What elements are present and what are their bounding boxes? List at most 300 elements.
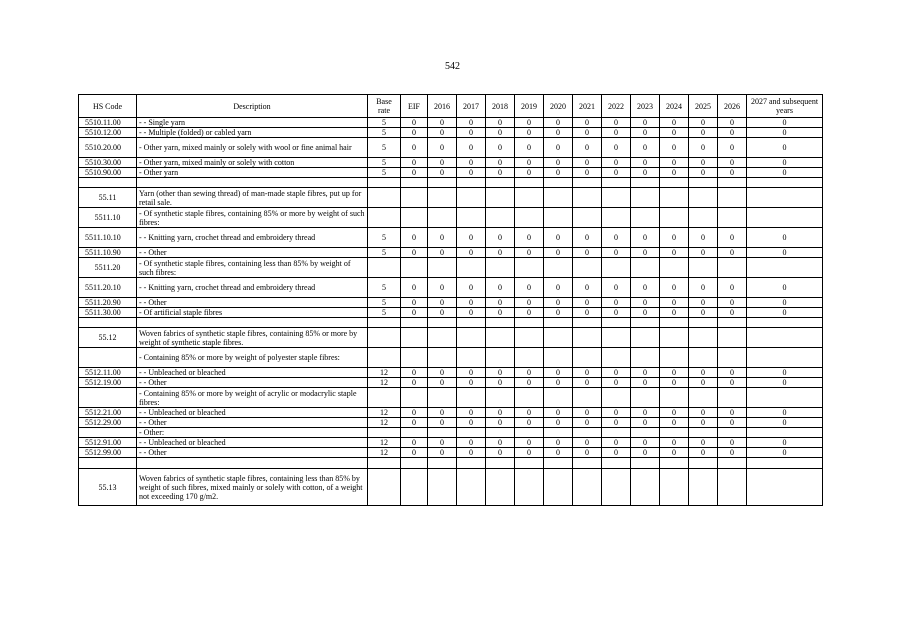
- rate-cell: 0: [573, 128, 602, 138]
- rate-cell: 0: [660, 378, 689, 388]
- table-row: [79, 428, 823, 438]
- rate-cell: 0: [718, 158, 747, 168]
- rate-cell: 0: [544, 158, 573, 168]
- hs-code-cell: 5511.30.00: [79, 308, 137, 318]
- rate-cell: 0: [428, 418, 457, 428]
- rate-cell: [660, 348, 689, 368]
- rate-cell: 0: [457, 168, 486, 178]
- rate-cell: [602, 258, 631, 278]
- rate-cell: 0: [747, 298, 823, 308]
- table-row: [79, 248, 823, 258]
- table-body: [79, 118, 823, 506]
- rate-cell: 0: [544, 168, 573, 178]
- rate-cell: 0: [428, 308, 457, 318]
- table-row: [79, 278, 823, 298]
- base-rate-cell: 5: [368, 168, 401, 178]
- rate-cell: [457, 318, 486, 328]
- rate-cell: 0: [747, 138, 823, 158]
- rate-cell: 0: [631, 448, 660, 458]
- rate-cell: [660, 178, 689, 188]
- rate-cell: [718, 348, 747, 368]
- rate-cell: [573, 348, 602, 368]
- rate-cell: 0: [689, 278, 718, 298]
- rate-cell: [457, 178, 486, 188]
- hs-code-cell: [79, 318, 137, 328]
- hs-code-cell: [79, 458, 137, 469]
- rate-cell: [718, 318, 747, 328]
- rate-cell: [718, 458, 747, 469]
- rate-cell: 0: [401, 438, 428, 448]
- rate-cell: 0: [457, 308, 486, 318]
- rate-cell: 0: [718, 368, 747, 378]
- description-cell: Yarn (other than sewing thread) of man-made staple fibres, put up for retail sale.: [137, 188, 368, 208]
- rate-cell: 0: [515, 298, 544, 308]
- rate-cell: 0: [631, 248, 660, 258]
- rate-cell: [573, 388, 602, 408]
- base-rate-cell: 5: [368, 158, 401, 168]
- rate-cell: [602, 178, 631, 188]
- table-row: [79, 438, 823, 448]
- base-rate-cell: 12: [368, 448, 401, 458]
- description-cell: [137, 318, 368, 328]
- base-rate-cell: 12: [368, 408, 401, 418]
- base-rate-cell: [368, 428, 401, 438]
- base-rate-cell: 5: [368, 278, 401, 298]
- rate-cell: [486, 428, 515, 438]
- rate-cell: [747, 178, 823, 188]
- rate-cell: [631, 178, 660, 188]
- description-cell: Woven fabrics of synthetic staple fibres, containing 85% or more by weight of synthetic staple fibres.: [137, 328, 368, 348]
- rate-cell: 0: [631, 308, 660, 318]
- rate-cell: [457, 188, 486, 208]
- rate-cell: 0: [515, 418, 544, 428]
- rate-cell: [660, 388, 689, 408]
- rate-cell: 0: [544, 248, 573, 258]
- rate-cell: [718, 208, 747, 228]
- hs-code-cell: 5510.30.00: [79, 158, 137, 168]
- rate-cell: 0: [689, 158, 718, 168]
- header-2026: 2026: [718, 95, 747, 118]
- rate-cell: [573, 318, 602, 328]
- rate-cell: 0: [631, 418, 660, 428]
- rate-cell: 0: [515, 378, 544, 388]
- rate-cell: [602, 328, 631, 348]
- rate-cell: [428, 328, 457, 348]
- rate-cell: 0: [515, 278, 544, 298]
- rate-cell: 0: [544, 308, 573, 318]
- hs-code-cell: 5511.10.90: [79, 248, 137, 258]
- rate-cell: 0: [515, 448, 544, 458]
- rate-cell: 0: [689, 298, 718, 308]
- base-rate-cell: [368, 208, 401, 228]
- header-eif: EIF: [401, 95, 428, 118]
- rate-cell: 0: [573, 278, 602, 298]
- rate-cell: 0: [486, 448, 515, 458]
- rate-cell: 0: [747, 248, 823, 258]
- rate-cell: 0: [689, 168, 718, 178]
- rate-cell: [689, 328, 718, 348]
- rate-cell: [515, 318, 544, 328]
- rate-cell: [602, 428, 631, 438]
- description-cell: - Of synthetic staple fibres, containing 85% or more by weight of such fibres:: [137, 208, 368, 228]
- rate-cell: [631, 188, 660, 208]
- description-cell: - - Unbleached or bleached: [137, 438, 368, 448]
- rate-cell: 0: [428, 128, 457, 138]
- rate-cell: [573, 188, 602, 208]
- rate-cell: 0: [515, 118, 544, 128]
- rate-cell: 0: [486, 438, 515, 448]
- table-row: [79, 348, 823, 368]
- rate-cell: 0: [747, 438, 823, 448]
- table-row: [79, 158, 823, 168]
- rate-cell: [457, 428, 486, 438]
- rate-cell: [689, 428, 718, 438]
- table-row: [79, 208, 823, 228]
- base-rate-cell: [368, 188, 401, 208]
- description-cell: - Other yarn, mixed mainly or solely with wool or fine animal hair: [137, 138, 368, 158]
- rate-cell: 0: [486, 168, 515, 178]
- header-hs-code: HS Code: [79, 95, 137, 118]
- rate-cell: [544, 348, 573, 368]
- hs-code-cell: 5510.90.00: [79, 168, 137, 178]
- rate-cell: [428, 388, 457, 408]
- rate-cell: 0: [718, 448, 747, 458]
- header-2025: 2025: [689, 95, 718, 118]
- hs-code-cell: 5510.12.00: [79, 128, 137, 138]
- rate-cell: 0: [660, 118, 689, 128]
- hs-code-cell: 5512.99.00: [79, 448, 137, 458]
- rate-cell: 0: [602, 368, 631, 378]
- rate-cell: 0: [631, 228, 660, 248]
- rate-cell: 0: [486, 308, 515, 318]
- hs-code-cell: [79, 428, 137, 438]
- header-2020: 2020: [544, 95, 573, 118]
- rate-cell: 0: [457, 158, 486, 168]
- rate-cell: [428, 258, 457, 278]
- rate-cell: 0: [515, 158, 544, 168]
- rate-cell: 0: [602, 128, 631, 138]
- rate-cell: [602, 188, 631, 208]
- rate-cell: 0: [428, 368, 457, 378]
- table-row: [79, 458, 823, 469]
- rate-cell: 0: [457, 368, 486, 378]
- description-cell: - - Knitting yarn, crochet thread and embroidery thread: [137, 278, 368, 298]
- rate-cell: [544, 208, 573, 228]
- rate-cell: 0: [602, 308, 631, 318]
- rate-cell: [486, 388, 515, 408]
- rate-cell: [486, 348, 515, 368]
- rate-cell: [544, 428, 573, 438]
- rate-cell: 0: [689, 438, 718, 448]
- rate-cell: [544, 318, 573, 328]
- rate-cell: [544, 258, 573, 278]
- rate-cell: [515, 188, 544, 208]
- rate-cell: [401, 328, 428, 348]
- rate-cell: [486, 318, 515, 328]
- page-number: 542: [445, 61, 460, 72]
- rate-cell: [602, 348, 631, 368]
- base-rate-cell: 12: [368, 438, 401, 448]
- rate-cell: 0: [486, 368, 515, 378]
- rate-cell: 0: [718, 138, 747, 158]
- rate-cell: 0: [573, 378, 602, 388]
- description-cell: - Other:: [137, 428, 368, 438]
- rate-cell: 0: [747, 378, 823, 388]
- rate-cell: [689, 188, 718, 208]
- header-2016: 2016: [428, 95, 457, 118]
- rate-cell: 0: [428, 158, 457, 168]
- rate-cell: 0: [428, 408, 457, 418]
- rate-cell: [718, 328, 747, 348]
- rate-cell: [401, 208, 428, 228]
- rate-cell: [544, 388, 573, 408]
- rate-cell: 0: [573, 308, 602, 318]
- rate-cell: [428, 469, 457, 506]
- rate-cell: 0: [660, 368, 689, 378]
- rate-cell: [401, 318, 428, 328]
- hs-code-cell: 5512.19.00: [79, 378, 137, 388]
- rate-cell: [573, 328, 602, 348]
- rate-cell: 0: [602, 378, 631, 388]
- rate-cell: [718, 428, 747, 438]
- rate-cell: 0: [631, 128, 660, 138]
- rate-cell: 0: [718, 438, 747, 448]
- rate-cell: [689, 208, 718, 228]
- rate-cell: 0: [747, 368, 823, 378]
- hs-code-cell: 5510.20.00: [79, 138, 137, 158]
- rate-cell: 0: [689, 118, 718, 128]
- rate-cell: 0: [718, 168, 747, 178]
- rate-cell: [401, 388, 428, 408]
- rate-cell: [515, 178, 544, 188]
- rate-cell: 0: [544, 228, 573, 248]
- base-rate-cell: [368, 258, 401, 278]
- rate-cell: 0: [660, 128, 689, 138]
- hs-code-cell: 5512.11.00: [79, 368, 137, 378]
- rate-cell: [486, 178, 515, 188]
- rate-cell: [602, 318, 631, 328]
- rate-cell: 0: [401, 308, 428, 318]
- rate-cell: 0: [689, 368, 718, 378]
- rate-cell: 0: [515, 248, 544, 258]
- rate-cell: [401, 428, 428, 438]
- rate-cell: 0: [573, 158, 602, 168]
- hs-code-cell: 5511.20: [79, 258, 137, 278]
- rate-cell: [660, 428, 689, 438]
- base-rate-cell: 12: [368, 418, 401, 428]
- rate-cell: [747, 328, 823, 348]
- rate-cell: [747, 318, 823, 328]
- rate-cell: 0: [660, 248, 689, 258]
- rate-cell: [747, 208, 823, 228]
- rate-cell: [515, 388, 544, 408]
- rate-cell: [515, 458, 544, 469]
- rate-cell: 0: [486, 118, 515, 128]
- rate-cell: 0: [515, 368, 544, 378]
- rate-cell: [401, 458, 428, 469]
- rate-cell: [689, 388, 718, 408]
- description-cell: Woven fabrics of synthetic staple fibres, containing less than 85% by weight of such fibres, mixed mainly or solely with cotton, of a weight not exceeding 170 g/m2.: [137, 469, 368, 506]
- rate-cell: [428, 348, 457, 368]
- hs-code-cell: 5511.10: [79, 208, 137, 228]
- rate-cell: 0: [660, 228, 689, 248]
- hs-code-cell: [79, 388, 137, 408]
- rate-cell: 0: [602, 158, 631, 168]
- rate-cell: 0: [573, 408, 602, 418]
- rate-cell: [660, 469, 689, 506]
- rate-cell: 0: [428, 298, 457, 308]
- rate-cell: [660, 458, 689, 469]
- rate-cell: [718, 258, 747, 278]
- rate-cell: [689, 458, 718, 469]
- rate-cell: 0: [544, 278, 573, 298]
- rate-cell: 0: [718, 308, 747, 318]
- rate-cell: 0: [660, 418, 689, 428]
- rate-cell: 0: [457, 138, 486, 158]
- rate-cell: 0: [573, 448, 602, 458]
- rate-cell: 0: [573, 168, 602, 178]
- rate-cell: 0: [515, 228, 544, 248]
- table-row: [79, 308, 823, 318]
- rate-cell: [457, 258, 486, 278]
- rate-cell: 0: [457, 298, 486, 308]
- rate-cell: 0: [486, 278, 515, 298]
- table-row: [79, 138, 823, 158]
- rate-cell: 0: [457, 378, 486, 388]
- table-row: [79, 128, 823, 138]
- rate-cell: [631, 348, 660, 368]
- rate-cell: 0: [544, 118, 573, 128]
- rate-cell: 0: [457, 128, 486, 138]
- rate-cell: [401, 469, 428, 506]
- rate-cell: 0: [428, 278, 457, 298]
- rate-cell: [660, 208, 689, 228]
- rate-cell: [486, 208, 515, 228]
- rate-cell: 0: [747, 448, 823, 458]
- rate-cell: [428, 458, 457, 469]
- rate-cell: 0: [718, 408, 747, 418]
- header-2017: 2017: [457, 95, 486, 118]
- rate-cell: 0: [689, 418, 718, 428]
- description-cell: - - Knitting yarn, crochet thread and embroidery thread: [137, 228, 368, 248]
- rate-cell: [631, 469, 660, 506]
- rate-cell: 0: [428, 248, 457, 258]
- rate-cell: [544, 188, 573, 208]
- rate-cell: 0: [631, 408, 660, 418]
- rate-cell: 0: [689, 128, 718, 138]
- rate-cell: 0: [573, 298, 602, 308]
- rate-cell: 0: [602, 118, 631, 128]
- rate-cell: 0: [573, 228, 602, 248]
- rate-cell: 0: [401, 378, 428, 388]
- rate-cell: [689, 258, 718, 278]
- rate-cell: 0: [689, 248, 718, 258]
- base-rate-cell: 12: [368, 378, 401, 388]
- rate-cell: [401, 348, 428, 368]
- rate-cell: 0: [602, 168, 631, 178]
- base-rate-cell: [368, 458, 401, 469]
- rate-cell: 0: [544, 378, 573, 388]
- rate-cell: 0: [401, 228, 428, 248]
- rate-cell: 0: [486, 128, 515, 138]
- rate-cell: [660, 188, 689, 208]
- rate-cell: 0: [401, 128, 428, 138]
- hs-code-cell: 55.11: [79, 188, 137, 208]
- rate-cell: 0: [660, 158, 689, 168]
- table-row: [79, 388, 823, 408]
- rate-cell: [747, 188, 823, 208]
- rate-cell: [428, 428, 457, 438]
- rate-cell: 0: [486, 408, 515, 418]
- header-2019: 2019: [515, 95, 544, 118]
- rate-cell: 0: [428, 438, 457, 448]
- rate-cell: [660, 328, 689, 348]
- description-cell: - - Unbleached or bleached: [137, 408, 368, 418]
- rate-cell: [631, 428, 660, 438]
- rate-cell: 0: [457, 418, 486, 428]
- rate-cell: [747, 388, 823, 408]
- description-cell: - Other yarn: [137, 168, 368, 178]
- rate-cell: [573, 458, 602, 469]
- table-row: [79, 298, 823, 308]
- table-row: [79, 188, 823, 208]
- description-cell: - - Other: [137, 298, 368, 308]
- description-cell: - - Other: [137, 418, 368, 428]
- rate-cell: [428, 178, 457, 188]
- rate-cell: 0: [602, 298, 631, 308]
- rate-cell: 0: [631, 378, 660, 388]
- rate-cell: [457, 458, 486, 469]
- rate-cell: 0: [573, 438, 602, 448]
- rate-cell: [457, 469, 486, 506]
- header-2027-subsequent: 2027 and subsequent years: [747, 95, 823, 118]
- rate-cell: [631, 318, 660, 328]
- rate-cell: [428, 188, 457, 208]
- rate-cell: 0: [428, 168, 457, 178]
- rate-cell: 0: [544, 408, 573, 418]
- rate-cell: 0: [718, 298, 747, 308]
- rate-cell: 0: [544, 418, 573, 428]
- rate-cell: [602, 469, 631, 506]
- rate-cell: 0: [689, 138, 718, 158]
- description-cell: [137, 178, 368, 188]
- rate-cell: 0: [486, 228, 515, 248]
- rate-cell: 0: [457, 278, 486, 298]
- base-rate-cell: 5: [368, 128, 401, 138]
- rate-cell: 0: [660, 448, 689, 458]
- header-2018: 2018: [486, 95, 515, 118]
- rate-cell: [631, 258, 660, 278]
- rate-cell: 0: [747, 128, 823, 138]
- rate-cell: 0: [457, 228, 486, 248]
- rate-cell: 0: [602, 278, 631, 298]
- tariff-schedule-table: [78, 94, 823, 506]
- rate-cell: [718, 178, 747, 188]
- rate-cell: 0: [660, 278, 689, 298]
- rate-cell: [457, 208, 486, 228]
- rate-cell: 0: [747, 408, 823, 418]
- rate-cell: 0: [401, 248, 428, 258]
- description-cell: - - Other: [137, 378, 368, 388]
- rate-cell: 0: [573, 418, 602, 428]
- rate-cell: 0: [486, 138, 515, 158]
- rate-cell: [486, 258, 515, 278]
- rate-cell: [515, 348, 544, 368]
- description-cell: - Containing 85% or more by weight of acrylic or modacrylic staple fibres:: [137, 388, 368, 408]
- rate-cell: 0: [631, 168, 660, 178]
- rate-cell: [631, 458, 660, 469]
- rate-cell: 0: [631, 158, 660, 168]
